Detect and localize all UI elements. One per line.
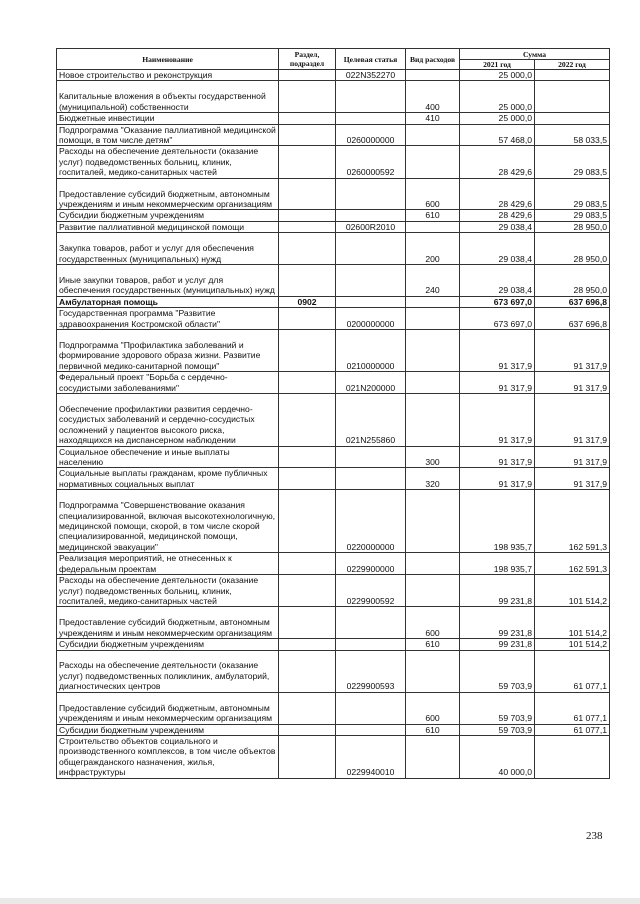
cell-sum-2021: 91 317,9 <box>460 394 535 447</box>
cell-sum-2022: 58 033,5 <box>535 124 610 146</box>
header-type: Вид расходов <box>406 49 460 70</box>
cell-target-code <box>336 113 406 124</box>
cell-section <box>279 113 336 124</box>
cell-name: Подпрограмма "Оказание паллиативной медицинской помощи, в том числе детям" <box>57 124 279 146</box>
cell-name: Расходы на обеспечение деятельности (оказание услуг) подведомственных поликлиник, амбулаторий, диагностических центров <box>57 650 279 692</box>
header-2021: 2021 год <box>460 60 535 70</box>
cell-sum-2021: 28 429,6 <box>460 146 535 178</box>
cell-expense-type: 600 <box>406 692 460 724</box>
cell-target-code: 0229900593 <box>336 650 406 692</box>
cell-sum-2022: 91 317,9 <box>535 372 610 394</box>
cell-section <box>279 446 336 468</box>
cell-section <box>279 692 336 724</box>
cell-section <box>279 553 336 575</box>
table-row <box>57 308 610 330</box>
cell-name: Подпрограмма "Совершенствование оказания специализированной, включая высокотехнологичную, медицинской помощи, скорой, в том числе скорой специализированной, медицинской помощи, медицинской эвакуации" <box>57 490 279 553</box>
budget-table <box>56 48 610 779</box>
cell-target-code <box>336 692 406 724</box>
cell-target-code: 0229940010 <box>336 735 406 778</box>
cell-sum-2022 <box>535 70 610 81</box>
cell-section <box>279 607 336 639</box>
cell-name: Амбулаторная помощь <box>57 296 279 307</box>
header-sum: Сумма <box>460 49 610 60</box>
table-row <box>57 575 610 607</box>
cell-target-code <box>336 81 406 113</box>
table-row <box>57 394 610 447</box>
cell-expense-type <box>406 124 460 146</box>
cell-sum-2021: 91 317,9 <box>460 330 535 372</box>
cell-sum-2021: 25 000,0 <box>460 113 535 124</box>
cell-section <box>279 575 336 607</box>
cell-target-code <box>336 265 406 297</box>
cell-target-code: 021N255860 <box>336 394 406 447</box>
cell-name: Государственная программа "Развитие здравоохранения Костромской области" <box>57 308 279 330</box>
cell-section <box>279 490 336 553</box>
cell-sum-2021: 29 038,4 <box>460 221 535 232</box>
cell-section <box>279 233 336 265</box>
cell-name: Подпрограмма "Профилактика заболеваний и формирование здорового образа жизни. Развитие первичной медико-санитарной помощи" <box>57 330 279 372</box>
cell-name: Бюджетные инвестиции <box>57 113 279 124</box>
cell-sum-2021: 29 038,4 <box>460 265 535 297</box>
header-2022: 2022 год <box>535 60 610 70</box>
cell-sum-2021: 59 703,9 <box>460 724 535 735</box>
cell-sum-2022: 101 514,2 <box>535 607 610 639</box>
header-name: Наименование <box>57 49 279 70</box>
cell-target-code: 0260000000 <box>336 124 406 146</box>
cell-sum-2021: 25 000,0 <box>460 70 535 81</box>
cell-expense-type: 610 <box>406 210 460 221</box>
cell-section <box>279 70 336 81</box>
cell-sum-2022: 101 514,2 <box>535 639 610 650</box>
table-row <box>57 468 610 490</box>
table-row <box>57 81 610 113</box>
cell-target-code <box>336 296 406 307</box>
cell-section <box>279 81 336 113</box>
cell-target-code <box>336 178 406 210</box>
cell-expense-type <box>406 735 460 778</box>
cell-name: Субсидии бюджетным учреждениям <box>57 639 279 650</box>
table-row <box>57 650 610 692</box>
cell-name: Предоставление субсидий бюджетным, автономным учреждениям и иным некоммерческим организациям <box>57 607 279 639</box>
cell-sum-2022: 28 950,0 <box>535 265 610 297</box>
table-row <box>57 724 610 735</box>
cell-expense-type <box>406 296 460 307</box>
table-header <box>57 49 610 70</box>
cell-sum-2021: 198 935,7 <box>460 490 535 553</box>
cell-sum-2022: 61 077,1 <box>535 692 610 724</box>
table-row <box>57 233 610 265</box>
cell-sum-2022: 61 077,1 <box>535 724 610 735</box>
header-target: Целевая статья <box>336 49 406 70</box>
cell-sum-2021: 28 429,6 <box>460 178 535 210</box>
cell-expense-type <box>406 490 460 553</box>
cell-target-code: 0229900592 <box>336 575 406 607</box>
cell-expense-type: 200 <box>406 233 460 265</box>
cell-section <box>279 308 336 330</box>
table-row <box>57 296 610 307</box>
cell-target-code: 0220000000 <box>336 490 406 553</box>
table-row <box>57 446 610 468</box>
table-row <box>57 372 610 394</box>
table-row <box>57 607 610 639</box>
table-row <box>57 113 610 124</box>
cell-name: Строительство объектов социального и производственного комплексов, в том числе объектов общегражданского назначения, жилья, инфраструктуры <box>57 735 279 778</box>
cell-section <box>279 146 336 178</box>
header-section: Раздел, подраздел <box>279 49 336 70</box>
cell-section <box>279 124 336 146</box>
cell-expense-type <box>406 221 460 232</box>
cell-sum-2022: 91 317,9 <box>535 468 610 490</box>
cell-section <box>279 394 336 447</box>
table-row <box>57 735 610 778</box>
cell-sum-2021: 40 000,0 <box>460 735 535 778</box>
cell-sum-2022 <box>535 113 610 124</box>
cell-section <box>279 735 336 778</box>
cell-sum-2022: 28 950,0 <box>535 233 610 265</box>
cell-sum-2021: 28 429,6 <box>460 210 535 221</box>
cell-expense-type <box>406 372 460 394</box>
cell-sum-2022: 637 696,8 <box>535 296 610 307</box>
cell-target-code: 021N200000 <box>336 372 406 394</box>
cell-expense-type: 410 <box>406 113 460 124</box>
cell-sum-2022: 91 317,9 <box>535 394 610 447</box>
table-row <box>57 124 610 146</box>
cell-sum-2022: 29 083,5 <box>535 210 610 221</box>
cell-section <box>279 650 336 692</box>
table-row <box>57 146 610 178</box>
cell-sum-2021: 99 231,8 <box>460 639 535 650</box>
cell-name: Субсидии бюджетным учреждениям <box>57 210 279 221</box>
cell-sum-2022 <box>535 81 610 113</box>
cell-sum-2021: 99 231,8 <box>460 607 535 639</box>
cell-name: Социальные выплаты гражданам, кроме публичных нормативных социальных выплат <box>57 468 279 490</box>
cell-target-code: 0210000000 <box>336 330 406 372</box>
cell-sum-2021: 91 317,9 <box>460 468 535 490</box>
cell-name: Иные закупки товаров, работ и услуг для обеспечения государственных (муниципальных) нужд <box>57 265 279 297</box>
cell-expense-type: 400 <box>406 81 460 113</box>
cell-section <box>279 210 336 221</box>
cell-section <box>279 372 336 394</box>
cell-expense-type: 240 <box>406 265 460 297</box>
cell-name: Капитальные вложения в объекты государственной (муниципальной) собственности <box>57 81 279 113</box>
cell-expense-type: 600 <box>406 607 460 639</box>
cell-expense-type <box>406 330 460 372</box>
scan-edge <box>0 898 640 904</box>
cell-sum-2022: 162 591,3 <box>535 553 610 575</box>
cell-sum-2021: 673 697,0 <box>460 308 535 330</box>
cell-name: Развитие паллиативной медицинской помощи <box>57 221 279 232</box>
cell-expense-type: 600 <box>406 178 460 210</box>
cell-sum-2022: 637 696,8 <box>535 308 610 330</box>
cell-name: Закупка товаров, работ и услуг для обеспечения государственных (муниципальных) нужд <box>57 233 279 265</box>
cell-target-code <box>336 639 406 650</box>
cell-name: Обеспечение профилактики развития сердечно-сосудистых заболеваний и сердечно-сосудистых осложнений у пациентов высокого риска, находящихся на диспансерном наблюдении <box>57 394 279 447</box>
cell-expense-type: 320 <box>406 468 460 490</box>
table-row <box>57 330 610 372</box>
cell-target-code <box>336 446 406 468</box>
cell-expense-type: 610 <box>406 724 460 735</box>
cell-section <box>279 265 336 297</box>
cell-section <box>279 724 336 735</box>
table-row <box>57 490 610 553</box>
cell-section <box>279 330 336 372</box>
cell-sum-2022: 61 077,1 <box>535 650 610 692</box>
table-row <box>57 639 610 650</box>
cell-name: Социальное обеспечение и иные выплаты населению <box>57 446 279 468</box>
cell-section <box>279 639 336 650</box>
cell-section <box>279 468 336 490</box>
cell-target-code <box>336 607 406 639</box>
cell-section <box>279 178 336 210</box>
cell-expense-type <box>406 308 460 330</box>
page-number: 238 <box>586 830 603 842</box>
cell-sum-2021: 57 468,0 <box>460 124 535 146</box>
cell-expense-type <box>406 146 460 178</box>
cell-expense-type <box>406 575 460 607</box>
cell-sum-2022: 101 514,2 <box>535 575 610 607</box>
cell-expense-type: 300 <box>406 446 460 468</box>
cell-name: Федеральный проект "Борьба с сердечно-сосудистыми заболеваниями" <box>57 372 279 394</box>
table-row <box>57 553 610 575</box>
table-row <box>57 210 610 221</box>
cell-sum-2022: 91 317,9 <box>535 446 610 468</box>
cell-name: Расходы на обеспечение деятельности (оказание услуг) подведомственных больниц, клиник, госпиталей, медико-санитарных частей <box>57 146 279 178</box>
table-row <box>57 70 610 81</box>
cell-name: Субсидии бюджетным учреждениям <box>57 724 279 735</box>
cell-expense-type <box>406 553 460 575</box>
cell-sum-2022: 91 317,9 <box>535 330 610 372</box>
table-row <box>57 265 610 297</box>
cell-sum-2022: 28 950,0 <box>535 221 610 232</box>
cell-target-code: 02600R2010 <box>336 221 406 232</box>
table-row <box>57 692 610 724</box>
cell-section <box>279 221 336 232</box>
cell-name: Расходы на обеспечение деятельности (оказание услуг) подведомственных больниц, клиник, госпиталей, медико-санитарных частей <box>57 575 279 607</box>
cell-sum-2021: 59 703,9 <box>460 650 535 692</box>
cell-target-code <box>336 724 406 735</box>
cell-sum-2021: 198 935,7 <box>460 553 535 575</box>
cell-target-code: 022N352270 <box>336 70 406 81</box>
cell-target-code <box>336 233 406 265</box>
cell-name: Реализация мероприятий, не отнесенных к федеральным проектам <box>57 553 279 575</box>
cell-target-code <box>336 210 406 221</box>
cell-name: Предоставление субсидий бюджетным, автономным учреждениям и иным некоммерческим организациям <box>57 178 279 210</box>
cell-sum-2021: 91 317,9 <box>460 372 535 394</box>
cell-target-code <box>336 468 406 490</box>
cell-sum-2022: 29 083,5 <box>535 146 610 178</box>
cell-target-code: 0260000592 <box>336 146 406 178</box>
cell-sum-2021: 91 317,9 <box>460 446 535 468</box>
cell-sum-2021: 29 038,4 <box>460 233 535 265</box>
cell-sum-2021: 59 703,9 <box>460 692 535 724</box>
cell-section: 0902 <box>279 296 336 307</box>
table-row <box>57 221 610 232</box>
cell-sum-2021: 25 000,0 <box>460 81 535 113</box>
cell-expense-type <box>406 650 460 692</box>
cell-sum-2022 <box>535 735 610 778</box>
cell-sum-2021: 99 231,8 <box>460 575 535 607</box>
cell-sum-2022: 29 083,5 <box>535 178 610 210</box>
cell-sum-2022: 162 591,3 <box>535 490 610 553</box>
cell-expense-type <box>406 70 460 81</box>
cell-name: Новое строительство и реконструкция <box>57 70 279 81</box>
cell-target-code: 0200000000 <box>336 308 406 330</box>
cell-name: Предоставление субсидий бюджетным, автономным учреждениям и иным некоммерческим организациям <box>57 692 279 724</box>
cell-expense-type <box>406 394 460 447</box>
cell-sum-2021: 673 697,0 <box>460 296 535 307</box>
table-row <box>57 178 610 210</box>
cell-target-code: 0229900000 <box>336 553 406 575</box>
cell-expense-type: 610 <box>406 639 460 650</box>
table-body <box>57 70 610 779</box>
